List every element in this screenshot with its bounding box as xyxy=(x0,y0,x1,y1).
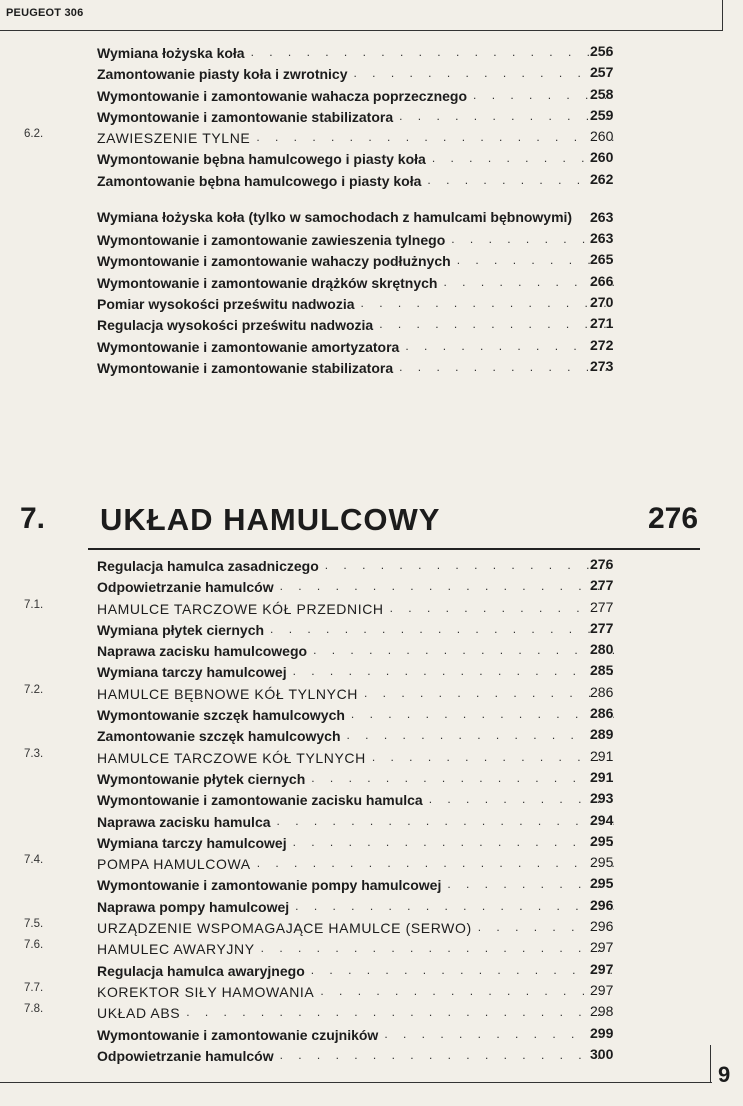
dot-leader xyxy=(280,579,614,595)
toc-entry-text xyxy=(97,745,614,766)
toc-entry[interactable] xyxy=(0,61,743,82)
toc-entry[interactable] xyxy=(0,125,743,146)
book-title: PEUGEOT 306 xyxy=(6,7,84,19)
toc-entry-label: UKŁAD ABS xyxy=(97,1005,181,1022)
toc-page-number: 277 xyxy=(590,619,614,636)
dot-leader xyxy=(390,601,614,617)
toc-entry-label: Naprawa pompy hamulcowej xyxy=(97,898,290,915)
dot-leader xyxy=(361,296,614,312)
dot-leader xyxy=(432,151,614,167)
dot-leader xyxy=(280,1048,614,1064)
toc-entry-text xyxy=(97,894,614,915)
toc-entry-label: Wymontowanie i zamontowanie amortyzatora xyxy=(97,338,400,355)
toc-entry[interactable] xyxy=(0,830,743,851)
toc-entry-label: Naprawa zacisku hamulca xyxy=(97,813,271,830)
dot-leader xyxy=(311,963,614,979)
toc-page-number: 260 xyxy=(590,128,614,145)
toc-entry-label: Wymontowanie i zamontowanie zawieszenia tylnego xyxy=(97,232,446,249)
toc-entry-text xyxy=(97,168,614,189)
toc-entry-label: Wymiana łożyska koła (tylko w samochodach z hamulcami bębnowymi) xyxy=(97,209,573,226)
toc-entry[interactable] xyxy=(0,958,743,979)
toc-page-number: 291 xyxy=(590,747,614,764)
toc-page-number: 295 xyxy=(590,875,614,892)
toc-entry-label: Zamontowanie bębna hamulcowego i piasty koła xyxy=(97,172,422,189)
section-number: 7.2. xyxy=(24,683,44,696)
toc-entry-label: POMPA HAMULCOWA xyxy=(97,856,251,873)
toc-entry-label: HAMULCE TARCZOWE KÓŁ PRZEDNICH xyxy=(97,600,384,617)
toc-entry-text xyxy=(97,915,614,936)
toc-entry-text xyxy=(97,291,614,312)
toc-page-number: 297 xyxy=(590,939,614,956)
dot-leader xyxy=(351,707,614,723)
toc-entry[interactable] xyxy=(0,553,743,574)
toc-page-number: 293 xyxy=(590,790,614,807)
toc-entry-label: Wymontowanie i zamontowanie czujników xyxy=(97,1026,379,1043)
toc-page-number: 286 xyxy=(590,705,614,722)
chapter-divider xyxy=(88,548,700,550)
toc-page-number: 273 xyxy=(590,357,614,374)
section-number: 7.1. xyxy=(24,598,44,611)
toc-entry-text xyxy=(97,702,614,723)
toc-entry-label: Naprawa zacisku hamulcowego xyxy=(97,643,308,660)
toc-entry[interactable] xyxy=(0,659,743,680)
toc-entry-label: Odpowietrzanie hamulców xyxy=(97,1047,274,1064)
toc-entry-text xyxy=(97,723,614,744)
toc-entry[interactable] xyxy=(0,168,743,189)
dot-leader xyxy=(256,130,614,146)
toc-entry[interactable] xyxy=(0,1000,743,1021)
toc-entry-text xyxy=(97,1043,614,1064)
toc-entry-label: Regulacja wysokości prześwitu nadwozia xyxy=(97,317,374,334)
toc-entry[interactable] xyxy=(0,355,743,376)
toc-entry-label: Wymontowanie i zamontowanie stabilizatora xyxy=(97,108,394,125)
dot-leader xyxy=(277,814,614,830)
toc-entry-text xyxy=(97,1022,614,1043)
dot-leader xyxy=(384,1027,614,1043)
toc-entry-label: Zamontowanie szczęk hamulcowych xyxy=(97,728,341,745)
dot-leader xyxy=(347,728,614,744)
toc-entry[interactable] xyxy=(0,596,743,617)
toc-page-number: 295 xyxy=(590,854,614,871)
toc-entry-label: Wymiana łożyska koła xyxy=(97,45,245,61)
toc-page-number: 291 xyxy=(590,768,614,785)
toc-entry-text xyxy=(97,40,614,61)
toc-entry-text xyxy=(97,146,614,167)
toc-entry-label: Pomiar wysokości prześwitu nadwozia xyxy=(97,295,355,312)
toc-entry[interactable] xyxy=(0,312,743,333)
toc-entry-label: HAMULCE TARCZOWE KÓŁ TYLNYCH xyxy=(97,749,366,766)
toc-page-number: 262 xyxy=(590,170,614,187)
toc-entry-label: Wymontowanie bębna hamulcowego i piasty koła xyxy=(97,151,426,168)
toc-entry-text xyxy=(97,979,614,1000)
toc-entry[interactable] xyxy=(0,915,743,936)
toc-entry-text xyxy=(97,227,614,248)
toc-page-number: 257 xyxy=(590,64,614,81)
toc-page-number: 270 xyxy=(590,293,614,310)
toc-page-number: 299 xyxy=(590,1024,614,1041)
toc-entry[interactable] xyxy=(0,574,743,595)
section-number: 7.7. xyxy=(24,981,44,994)
toc-entry-text xyxy=(97,355,614,376)
footer-divider xyxy=(0,1082,712,1083)
toc-entry-text xyxy=(97,248,614,269)
dot-leader xyxy=(293,835,614,851)
dot-leader xyxy=(443,275,614,291)
toc-entry-text xyxy=(97,872,614,893)
toc-entry-label: Odpowietrzanie hamulców xyxy=(97,579,274,596)
toc-entry-label: Regulacja hamulca awaryjnego xyxy=(97,962,305,979)
dot-leader xyxy=(354,66,615,82)
dot-leader xyxy=(379,317,614,333)
toc-entry[interactable] xyxy=(0,766,743,787)
toc-page-number: 298 xyxy=(590,1003,614,1020)
toc-page-number: 294 xyxy=(590,811,614,828)
toc-entry[interactable] xyxy=(0,1043,743,1064)
toc-entry-text xyxy=(97,659,614,680)
dot-leader xyxy=(447,877,614,893)
dot-leader xyxy=(325,558,614,574)
toc-entry-text xyxy=(97,766,614,787)
dot-leader xyxy=(251,45,614,61)
toc-entry[interactable] xyxy=(0,702,743,723)
chapter-heading xyxy=(0,494,743,552)
toc-entry-text xyxy=(97,312,614,333)
toc-page-number: 266 xyxy=(590,272,614,289)
toc-entry[interactable] xyxy=(0,809,743,830)
toc-page-number: 256 xyxy=(590,43,614,59)
section-number: 7.5. xyxy=(24,918,44,931)
toc-entry-text xyxy=(97,638,614,659)
toc-entry[interactable] xyxy=(0,1022,743,1043)
chapter-number: 7. xyxy=(20,502,46,535)
toc-section-7 xyxy=(0,553,743,1064)
toc-page-number: 259 xyxy=(590,106,614,123)
toc-entry-label: Wymontowanie szczęk hamulcowych xyxy=(97,707,345,724)
footer-vertical-divider xyxy=(710,1045,711,1083)
section-number: 7.3. xyxy=(24,747,44,760)
toc-entry[interactable] xyxy=(0,40,743,61)
toc-page-number: 260 xyxy=(590,149,614,166)
toc-entry-label: Wymontowanie płytek ciernych xyxy=(97,770,306,787)
toc-entry[interactable] xyxy=(0,104,743,125)
dot-leader xyxy=(257,856,614,872)
toc-entry-text xyxy=(97,334,614,355)
dot-leader xyxy=(429,792,614,808)
toc-entry-label: Wymiana płytek ciernych xyxy=(97,621,265,638)
toc-entry-text xyxy=(97,958,614,979)
toc-entry-text xyxy=(97,830,614,851)
toc-entry-text xyxy=(97,617,614,638)
dot-leader xyxy=(261,941,614,957)
toc-page-number: 277 xyxy=(590,598,614,615)
section-number: 7.8. xyxy=(24,1003,44,1016)
toc-entry[interactable] xyxy=(0,979,743,1000)
toc-entry[interactable] xyxy=(0,334,743,355)
toc-entry-text xyxy=(97,1000,614,1021)
toc-entry-text xyxy=(97,681,614,702)
chapter-title: UKŁAD HAMULCOWY xyxy=(100,502,441,537)
toc-entry-text xyxy=(97,851,614,872)
toc-entry[interactable] xyxy=(0,617,743,638)
toc-page-number: 297 xyxy=(590,981,614,998)
toc-page-number: 276 xyxy=(590,556,614,572)
running-header xyxy=(0,0,723,31)
toc-page-number: 286 xyxy=(590,683,614,700)
toc-entry[interactable] xyxy=(0,270,743,291)
toc-entry[interactable] xyxy=(0,894,743,915)
toc-entry-label: ZAWIESZENIE TYLNE xyxy=(97,130,251,147)
dot-leader xyxy=(295,899,614,915)
toc-entry-label: Wymiana tarczy hamulcowej xyxy=(97,664,287,681)
dot-leader xyxy=(399,360,614,376)
toc-entry-label: HAMULEC AWARYJNY xyxy=(97,941,255,958)
toc-entry-text xyxy=(97,787,614,808)
toc-entry-label: Wymontowanie i zamontowanie zacisku hamulca xyxy=(97,792,423,809)
toc-entry-label: Wymontowanie i zamontowanie pompy hamulcowej xyxy=(97,877,442,894)
toc-entry-text xyxy=(97,61,614,82)
chapter-page: 276 xyxy=(648,502,699,535)
toc-entry-text xyxy=(97,809,614,830)
toc-entry[interactable] xyxy=(0,248,743,269)
dot-leader xyxy=(311,771,614,787)
toc-page-number: 297 xyxy=(590,960,614,977)
toc-entry-label: Wymontowanie i zamontowanie stabilizatora xyxy=(97,359,394,376)
dot-leader xyxy=(186,1005,614,1021)
toc-page-number: 258 xyxy=(590,85,614,102)
toc-entry[interactable] xyxy=(0,146,743,167)
toc-entry[interactable] xyxy=(0,638,743,659)
toc-page-number: 271 xyxy=(590,315,614,332)
toc-entry[interactable] xyxy=(0,787,743,808)
page-number: 9 xyxy=(718,1062,731,1087)
toc-entry[interactable] xyxy=(0,936,743,957)
toc-entry[interactable] xyxy=(0,681,743,702)
toc-entry-text xyxy=(97,125,614,146)
toc-entry-label: Wymontowanie i zamontowanie drążków skrętnych xyxy=(97,274,438,291)
section-number: 7.4. xyxy=(24,854,44,867)
toc-page-number: 263 xyxy=(590,230,614,247)
dot-leader xyxy=(364,686,614,702)
toc-entry[interactable] xyxy=(0,83,743,104)
toc-entry-label: Regulacja hamulca zasadniczego xyxy=(97,558,319,574)
toc-entry-text xyxy=(97,189,614,227)
toc-page-number: 296 xyxy=(590,896,614,913)
toc-entry-text xyxy=(97,574,614,595)
toc-entry[interactable] xyxy=(0,723,743,744)
section-number: 7.6. xyxy=(24,939,44,952)
dot-leader xyxy=(313,643,614,659)
toc-entry-label: URZĄDZENIE WSPOMAGAJĄCE HAMULCE (SERWO) xyxy=(97,920,472,937)
section-number: 6.2. xyxy=(24,128,44,141)
toc-entry-label: Zamontowanie piasty koła i zwrotnicy xyxy=(97,66,348,83)
toc-entry[interactable] xyxy=(0,291,743,312)
toc-page-number: 289 xyxy=(590,726,614,743)
dot-leader xyxy=(320,984,614,1000)
toc-page-number: 280 xyxy=(590,641,614,658)
toc-entry-text xyxy=(97,596,614,617)
toc-page-number: 295 xyxy=(590,832,614,849)
toc-entry[interactable] xyxy=(0,227,743,248)
toc-page-number: 277 xyxy=(590,577,614,594)
toc-page-number: 300 xyxy=(590,1045,614,1062)
dot-leader xyxy=(293,664,614,680)
toc-entry-label: Wymontowanie i zamontowanie wahacza poprzecznego xyxy=(97,87,468,104)
toc-entry-label: Wymontowanie i zamontowanie wahaczy podłużnych xyxy=(97,253,451,270)
toc-entry-label: HAMULCE BĘBNOWE KÓŁ TYLNYCH xyxy=(97,685,358,702)
toc-entry-text xyxy=(97,553,614,574)
toc-entry-text xyxy=(97,936,614,957)
toc-entry-text xyxy=(97,83,614,104)
toc-page-number: 265 xyxy=(590,251,614,268)
toc-page-number: 263 xyxy=(590,209,614,226)
toc-entry-text xyxy=(97,104,614,125)
toc-entry-label: KOREKTOR SIŁY HAMOWANIA xyxy=(97,983,315,1000)
dot-leader xyxy=(427,173,614,189)
dot-leader xyxy=(270,622,614,638)
toc-entry[interactable] xyxy=(0,851,743,872)
toc-page-number: 296 xyxy=(590,918,614,935)
toc-entry-label: Wymiana tarczy hamulcowej xyxy=(97,834,287,851)
toc-entry[interactable] xyxy=(0,745,743,766)
toc-entry[interactable] xyxy=(0,189,743,227)
toc-page-number: 285 xyxy=(590,662,614,679)
toc-page-number: 272 xyxy=(590,336,614,353)
dot-leader xyxy=(399,109,614,125)
toc-entry-text xyxy=(97,270,614,291)
dot-leader xyxy=(372,750,614,766)
toc-entry[interactable] xyxy=(0,872,743,893)
dot-leader xyxy=(405,339,614,355)
toc-section-6 xyxy=(0,40,743,376)
